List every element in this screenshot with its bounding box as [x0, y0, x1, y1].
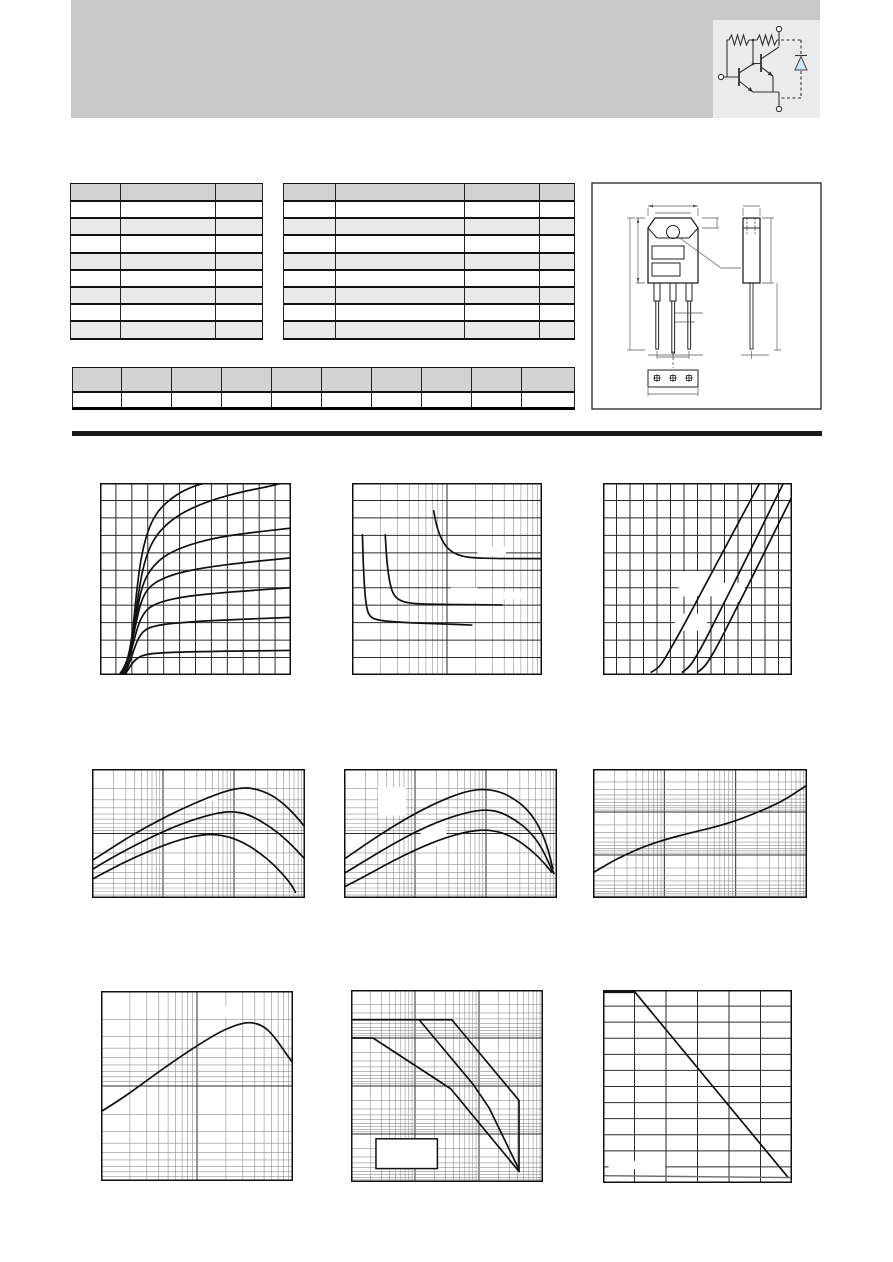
chart-saturation-voltage — [352, 483, 542, 675]
table-cell — [372, 368, 422, 391]
table-cell — [121, 236, 216, 251]
erased-label-patch — [675, 614, 707, 631]
curve-2 — [120, 483, 281, 675]
table-cell — [70, 236, 121, 251]
table-cell — [283, 271, 336, 286]
table-cell — [216, 271, 263, 286]
chart-canvas — [352, 483, 542, 675]
table-cell — [121, 202, 216, 217]
baseline — [603, 1176, 792, 1178]
table-cell — [121, 219, 216, 234]
curve-7 — [125, 650, 291, 675]
chart-canvas — [344, 769, 557, 898]
table-cell — [121, 305, 216, 320]
table-cell — [322, 368, 372, 391]
table-cell — [472, 368, 522, 391]
table-cell — [121, 288, 216, 303]
collector-terminal-icon — [776, 26, 781, 31]
table-cell — [336, 305, 465, 320]
table-cell — [222, 368, 272, 391]
table-cell — [336, 322, 465, 337]
table-cell — [216, 288, 263, 303]
circuit-panel — [713, 20, 820, 118]
table-cell — [540, 219, 575, 234]
table-cell — [522, 393, 575, 407]
package-outline-icon — [591, 182, 822, 410]
curve-6 — [124, 617, 291, 675]
table-cell — [70, 254, 121, 269]
chart-transfer-characteristics — [603, 483, 792, 675]
erased-label-patch — [609, 1161, 666, 1170]
table-cell — [283, 202, 336, 217]
curve-1 — [593, 785, 807, 873]
table-cell — [465, 219, 540, 234]
table-cell — [121, 271, 216, 286]
header-band — [71, 0, 820, 118]
chart-safe-operating-area — [351, 990, 543, 1182]
chart-canvas — [351, 990, 543, 1182]
table-cell — [172, 368, 222, 391]
curve-1 — [362, 535, 471, 625]
table-cell — [70, 288, 121, 303]
chart-dc-current-gain-1 — [92, 769, 305, 898]
legend-box — [376, 1139, 437, 1169]
table-cell — [522, 368, 575, 391]
table-cell — [336, 202, 465, 217]
table-cell — [322, 393, 372, 407]
table-cell — [372, 393, 422, 407]
table-cell — [216, 184, 263, 200]
chart-output-characteristics — [100, 483, 291, 675]
table-cell — [465, 184, 540, 200]
table-cell — [70, 219, 121, 234]
table-cell — [336, 288, 465, 303]
chart-canvas — [101, 991, 293, 1181]
table-cell — [540, 236, 575, 251]
table-cell — [465, 271, 540, 286]
table-cell — [272, 393, 322, 407]
table-cell — [272, 368, 322, 391]
erased-label-patch — [216, 1006, 239, 1017]
table-cell — [121, 184, 216, 200]
table-cell — [465, 288, 540, 303]
table-cell — [283, 305, 336, 320]
section-divider — [72, 431, 822, 436]
right-ratings-table — [283, 183, 575, 340]
table-cell — [283, 288, 336, 303]
chart-canvas — [603, 990, 792, 1183]
table-cell — [336, 236, 465, 251]
table-cell — [216, 202, 263, 217]
table-cell — [336, 254, 465, 269]
chart-frame — [594, 770, 807, 898]
chart-canvas — [100, 483, 291, 675]
table-cell — [70, 202, 121, 217]
erased-label-patch — [378, 787, 406, 815]
table-cell — [216, 254, 263, 269]
table-cell — [540, 305, 575, 320]
table-cell — [70, 271, 121, 286]
table-cell — [283, 254, 336, 269]
emitter-terminal-icon — [776, 106, 781, 111]
table-cell — [70, 184, 121, 200]
table-cell — [222, 393, 272, 407]
darlington-circuit-icon — [713, 20, 820, 118]
emitter-arrow-icon — [748, 87, 753, 92]
table-cell — [336, 184, 465, 200]
table-cell — [72, 393, 122, 407]
table-cell — [465, 236, 540, 251]
curve-3 — [121, 528, 291, 675]
table-cell — [540, 271, 575, 286]
chart-canvas — [603, 483, 792, 675]
table-cell — [336, 271, 465, 286]
diode-icon — [795, 57, 807, 71]
bottom-strip-table — [72, 367, 575, 410]
table-cell — [216, 219, 263, 234]
chart-power-derating — [603, 990, 792, 1183]
chart-dc-current-gain-2 — [344, 769, 557, 898]
left-ratings-table — [70, 183, 263, 340]
table-cell — [72, 368, 122, 391]
table-cell — [122, 368, 172, 391]
table-cell — [122, 393, 172, 407]
erased-label-patch — [504, 591, 527, 599]
table-cell — [216, 322, 263, 337]
chart-gain-bandwidth — [101, 991, 293, 1181]
table-cell — [121, 254, 216, 269]
table-cell — [283, 236, 336, 251]
table-cell — [121, 322, 216, 337]
chart-base-emitter-voltage — [593, 769, 807, 898]
erased-label-patch — [451, 588, 478, 602]
table-cell — [70, 305, 121, 320]
table-cell — [283, 184, 336, 200]
table-cell — [540, 184, 575, 200]
table-cell — [216, 305, 263, 320]
table-cell — [465, 202, 540, 217]
base-terminal-icon — [718, 74, 723, 79]
package-outline-drawing — [591, 182, 822, 410]
curve-1 — [344, 790, 553, 869]
table-cell — [540, 254, 575, 269]
table-cell — [465, 305, 540, 320]
table-cell — [283, 322, 336, 337]
table-cell — [472, 393, 522, 407]
table-cell — [172, 393, 222, 407]
table-cell — [336, 219, 465, 234]
table-cell — [216, 236, 263, 251]
table-cell — [70, 322, 121, 337]
erased-label-patch — [477, 546, 506, 556]
table-cell — [283, 219, 336, 234]
table-cell — [540, 322, 575, 337]
table-cell — [465, 322, 540, 337]
table-cell — [540, 288, 575, 303]
table-cell — [540, 202, 575, 217]
table-cell — [465, 254, 540, 269]
chart-canvas — [593, 769, 807, 898]
table-cell — [422, 393, 472, 407]
table-cell — [422, 368, 472, 391]
chart-canvas — [92, 769, 305, 898]
